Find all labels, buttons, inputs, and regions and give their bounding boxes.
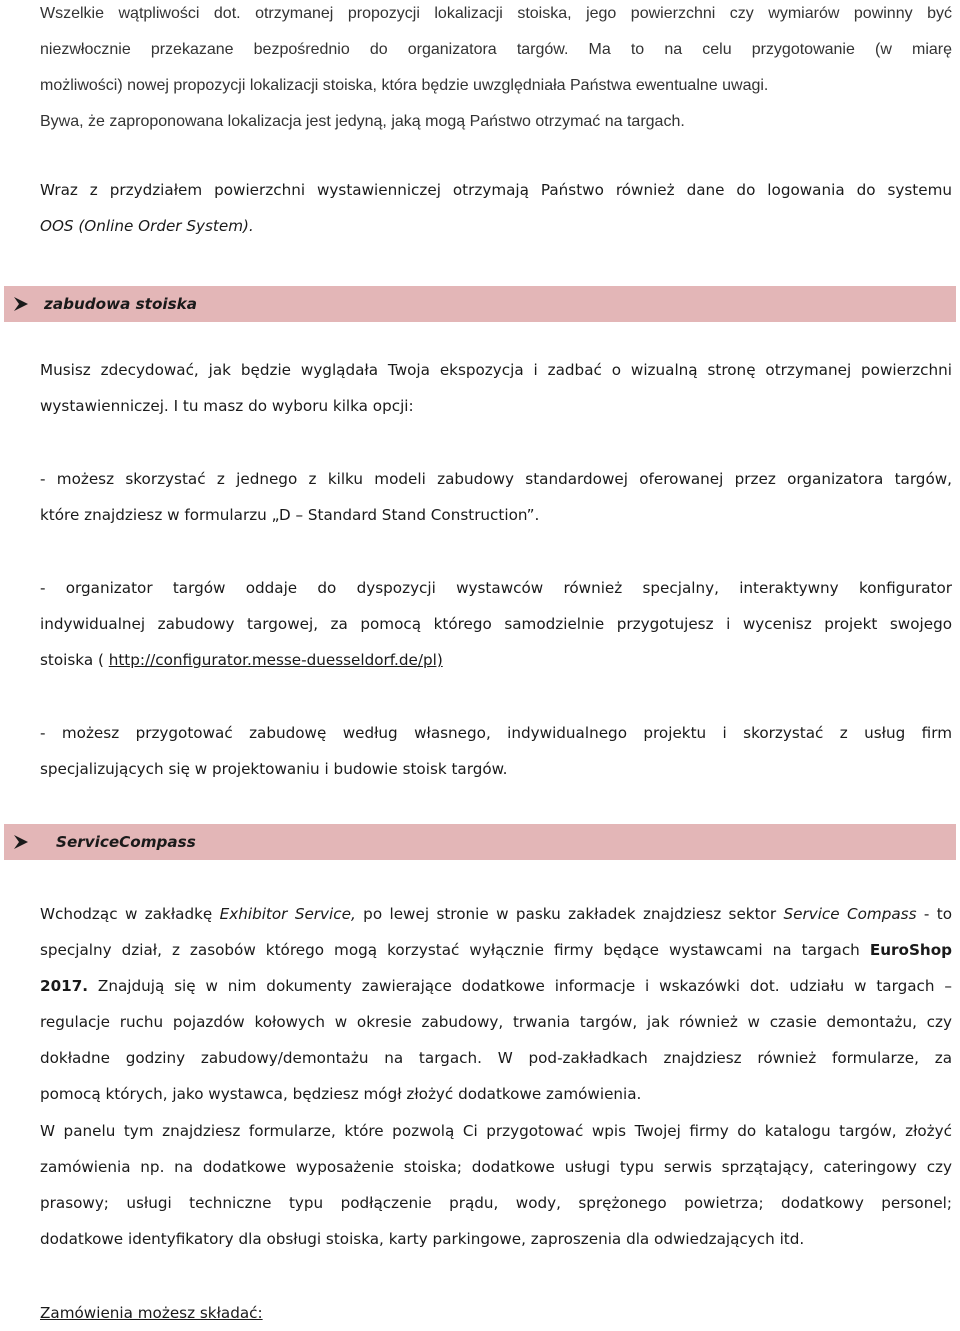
option-configurator-line-1: - organizator targów oddaje do dyspozycji wystawców również specjalny, interaktywny konfigurator — [40, 579, 952, 597]
sc-p1-line-4: regulacje ruchu pojazdów kołowych w okresie zabudowy, trwania targów, jak również w czasie demontażu, czy — [40, 1013, 952, 1031]
option-configurator — [40, 570, 952, 678]
option-standard-line-1: - możesz skorzystać z jednego z kilku modeli zabudowy standardowej oferowanej przez organizatora targów, — [40, 470, 952, 488]
sc-p1-line-3: 2017. Znajdują się w nim dokumenty zawierające dodatkowe informacje i wskazówki dot. udziału w targach – — [40, 977, 952, 995]
stand-construction-intro — [40, 352, 952, 424]
option-custom-line-1: - możesz przygotować zabudowę według własnego, indywidualnego projektu i skorzystać z usług firm — [40, 724, 952, 742]
login-info-line-1: Wraz z przydziałem powierzchni wystawienniczej otrzymają Państwo również dane do logowania do systemu — [40, 181, 952, 199]
login-info-oos: OOS (Online Order System). — [40, 217, 254, 235]
login-info-paragraph — [40, 172, 952, 244]
intro-line-2: niezwłocznie przekazane bezpośrednio do organizatora targów. Ma to na celu przygotowanie (w miarę — [40, 41, 952, 58]
sc-p2-line-3: prasowy; usługi techniczne typu podłączenie prądu, wody, sprężonego powietrza; dodatkowy personel; — [40, 1194, 952, 1212]
section-header-stand-construction — [4, 286, 956, 322]
login-info-line-2 — [40, 208, 952, 244]
arrow-bullet-icon — [12, 833, 30, 851]
sc-p2-line-4: dodatkowe identyfikatory dla obsługi stoiska, karty parkingowe, zaproszenia dla odwiedzających itd. — [40, 1230, 805, 1248]
service-compass-paragraph-1 — [40, 896, 952, 1112]
sc-p2-line-1: W panelu tym znajdziesz formularze, które pozwolą Ci przygotować wpis Twojej firmy do katalogu targów, złożyć — [40, 1122, 952, 1140]
orders-section — [40, 1295, 952, 1331]
configurator-prefix: stoiska ( — [40, 651, 109, 669]
intro-line-1: Wszelkie wątpliwości dot. otrzymanej propozycji lokalizacji stoiska, jego powierzchni czy wymiarów powinny być — [40, 5, 952, 22]
sc-p1-line-1: Wchodząc w zakładkę Exhibitor Service, po lewej stronie w pasku zakładek znajdziesz sektor Service Compass - to — [40, 905, 953, 923]
intro-line-4: Bywa, że zaproponowana lokalizacja jest jedyną, jaką mogą Państwo otrzymać na targach. — [40, 113, 685, 130]
exhibitor-service-label: Exhibitor Service, — [219, 905, 356, 923]
service-compass-paragraph-2 — [40, 1113, 952, 1257]
arrow-bullet-icon — [12, 295, 30, 313]
section-title: zabudowa stoiska — [44, 295, 197, 313]
option-configurator-line-3 — [40, 642, 952, 678]
option-standard — [40, 461, 952, 533]
section-header-service-compass — [4, 824, 956, 860]
sc-p1-line-6: pomocą których, jako wystawca, będziesz mógł złożyć dodatkowe zamówienia. — [40, 1085, 642, 1103]
sc-p1-line-2: specjalny dział, z zasobów którego mogą korzystać wyłącznie firmy będące wystawcami na targach EuroShop — [40, 941, 952, 959]
service-compass-label: Service Compass — [783, 905, 917, 923]
stand-intro-line-2: wystawienniczej. I tu masz do wyboru kilka opcji: — [40, 397, 414, 415]
year-label: 2017. — [40, 977, 89, 995]
configurator-link[interactable]: http://configurator.messe-duesseldorf.de/pl) — [108, 651, 443, 669]
stand-intro-line-1: Musisz zdecydować, jak będzie wyglądała Twoja ekspozycja i zadbać o wizualną stronę otrzymanej powierzchni — [40, 361, 952, 379]
option-configurator-line-2: indywidualnej zabudowy targowej, za pomocą którego samodzielnie przygotujesz i wycenisz projekt swojego — [40, 615, 952, 633]
sc-p2-line-2: zamówienia np. na dodatkowe wyposażenie stoiska; dodatkowe usługi typu serwis sprzątający, cateringowy czy — [40, 1158, 952, 1176]
option-standard-line-2: które znajdziesz w formularzu „D – Standard Stand Construction”. — [40, 506, 540, 524]
option-custom-line-2: specjalizujących się w projektowaniu i budowie stoisk targów. — [40, 760, 508, 778]
section-title: ServiceCompass — [56, 833, 196, 851]
option-custom — [40, 715, 952, 787]
intro-paragraph — [40, 0, 952, 140]
euroshop-label: EuroShop — [869, 941, 952, 959]
orders-heading: Zamówienia możesz składać: — [40, 1304, 263, 1322]
sc-p1-line-5: dokładne godziny zabudowy/demontażu na targach. W pod-zakładkach znajdziesz również formularze, za — [40, 1049, 952, 1067]
intro-line-3: możliwości) nowej propozycji lokalizacji stoiska, która będzie uwzględniała Państwa ewentualne uwagi. — [40, 77, 769, 94]
